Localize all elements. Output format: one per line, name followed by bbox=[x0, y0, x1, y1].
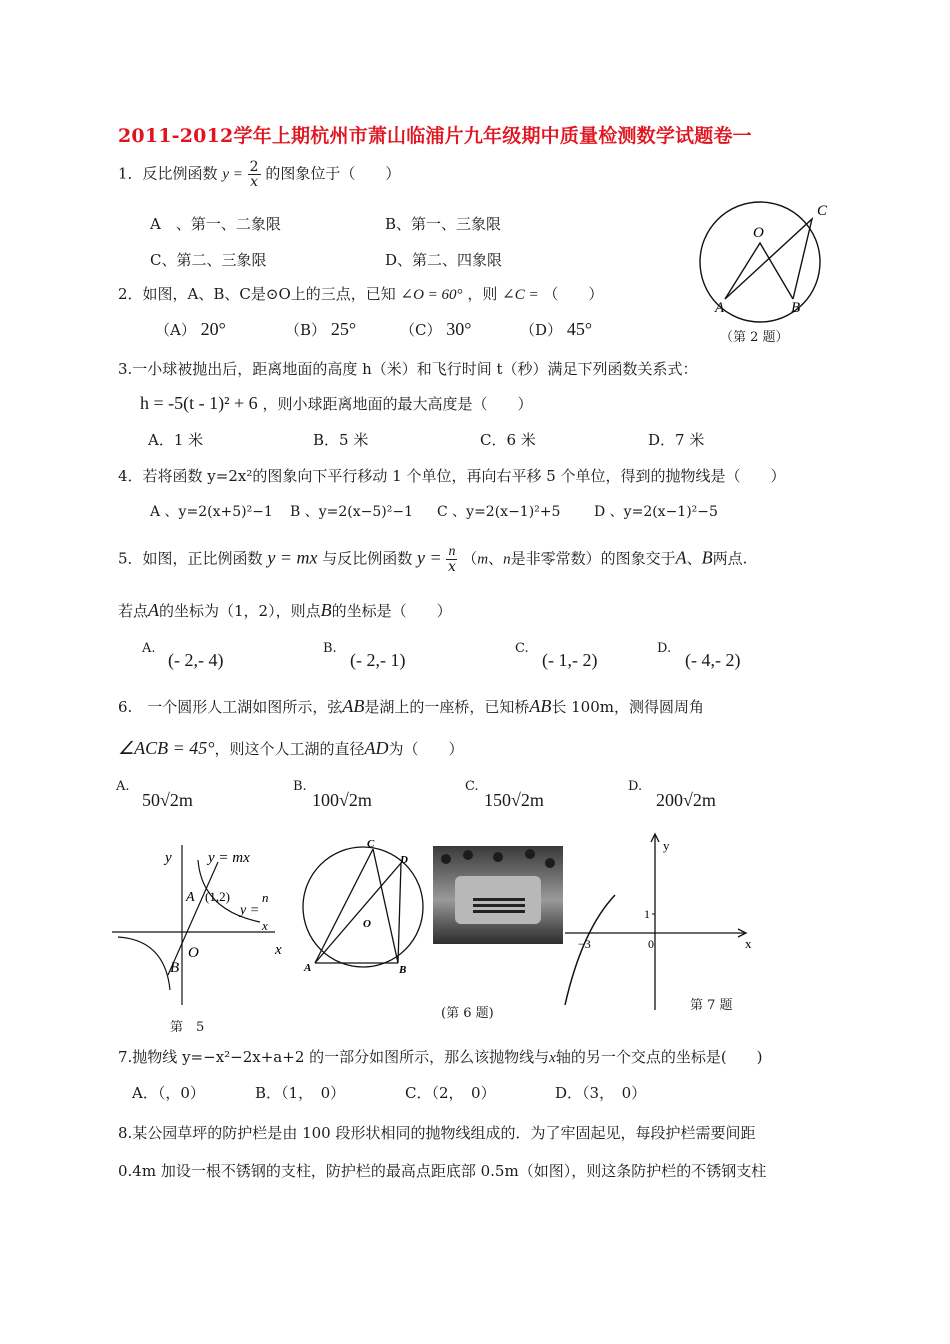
question-6-stem bbox=[118, 696, 704, 717]
q2-stem-end: （ ） bbox=[543, 285, 604, 303]
q1-fraction bbox=[248, 160, 261, 189]
question-8-line-1: 8.某公园草坪的防护栏是由 100 段形状相同的抛物线组成的．为了牢固起见，每段护栏需要间距 bbox=[118, 1124, 756, 1142]
q2-option-d-value: 45° bbox=[566, 319, 593, 339]
q5-var-m: m bbox=[477, 551, 489, 568]
q1-option-d: D、第二、四象限 bbox=[385, 251, 503, 269]
q6-option-c-value: 150√2m bbox=[484, 790, 544, 810]
q5-option-a-value: (- 2,- 4) bbox=[168, 650, 224, 670]
q5-stem-e: 两点. bbox=[712, 549, 748, 568]
q2-label-o: O bbox=[753, 225, 764, 241]
q2-option-d-label: （D） bbox=[520, 321, 563, 339]
question-4-stem: 4．若将函数 y=2x²的图象向下平行移动 1 个单位，再向右平移 5 个单位，得到的抛物线是（ ） bbox=[118, 467, 786, 485]
q7-x-var: x bbox=[549, 1050, 556, 1066]
q6-option-a-value: 50√2m bbox=[142, 790, 193, 810]
fig5-caption: 第 5 bbox=[170, 1020, 205, 1035]
fig5-label-x-den: x bbox=[262, 918, 268, 933]
fig7-label-x: x bbox=[745, 936, 752, 951]
q2-option-a-value: 20° bbox=[200, 319, 226, 339]
q2-option-c-value: 30° bbox=[446, 319, 472, 339]
q5-stem-b: 与反比例函数 bbox=[322, 549, 413, 568]
q5-option-a-label: A. bbox=[142, 641, 156, 656]
fig7-label-1: 1 bbox=[644, 907, 650, 921]
q5-option-d-value: (- 4,- 2) bbox=[685, 650, 741, 670]
q6-chord-ab-2: AB bbox=[529, 696, 552, 716]
q2-option-c-label: （C） bbox=[400, 321, 442, 339]
q4-option-d: D 、y=2(x−1)²−5 bbox=[594, 504, 718, 520]
photo-tree bbox=[525, 849, 535, 859]
fig5-label-f1: y = mx bbox=[208, 850, 250, 866]
q6-option-d-label: D. bbox=[628, 779, 643, 794]
q2-option-a-label: （A） bbox=[155, 321, 196, 339]
q6-option-c-label: C. bbox=[465, 779, 479, 794]
page-title: 2011-2012学年上期杭州市萧山临浦片九年级期中质量检测数学试题卷一 bbox=[118, 125, 752, 147]
q5-point-a: A bbox=[675, 547, 687, 568]
q5-stem-d: 是非零常数）的图象交于 bbox=[510, 549, 676, 568]
q2-option-b-label: （B） bbox=[285, 321, 327, 339]
fig6-label-c: C bbox=[367, 838, 375, 850]
figure-6 bbox=[293, 835, 428, 980]
q5-line2-b: 的坐标为（1，2），则点 bbox=[159, 602, 321, 620]
q5-option-b-label: B. bbox=[323, 641, 337, 656]
q2-caption: （第 2 题） bbox=[720, 330, 789, 345]
q5-option-c-value: (- 1,- 2) bbox=[542, 650, 598, 670]
fig6-caption: (第 6 题) bbox=[441, 1006, 494, 1021]
q5-option-c-label: C. bbox=[515, 641, 529, 656]
q3-option-b: B．5 米 bbox=[313, 431, 369, 449]
fig6-chord-cb bbox=[373, 849, 398, 963]
q2-option-b bbox=[285, 319, 356, 340]
q6-option-b-label: B. bbox=[293, 779, 307, 794]
fig6-label-b: B bbox=[399, 964, 407, 976]
fig6-chord-db bbox=[398, 863, 401, 963]
q2-angle-c: ∠C = bbox=[502, 287, 539, 303]
fig5-label-y: y bbox=[165, 850, 172, 866]
fig7-label-0: 0 bbox=[648, 937, 654, 951]
fig5-label-a: A bbox=[186, 890, 195, 905]
q5-var-n: n bbox=[503, 551, 511, 568]
fig5-hyperbola-q3 bbox=[118, 937, 170, 990]
lake-photo bbox=[433, 846, 563, 944]
q2-stem-mid: ，则 bbox=[467, 285, 498, 303]
q4-option-a: A 、y=2(x+5)²−1 bbox=[150, 504, 273, 520]
fig7-label-y: y bbox=[663, 838, 670, 853]
q1-denominator: x bbox=[250, 174, 259, 190]
q2-option-c bbox=[400, 319, 471, 340]
q3-option-a: A．1 米 bbox=[148, 431, 204, 449]
q2-label-b: B bbox=[791, 300, 801, 316]
q7-stem-b: 轴的另一个交点的坐标是( ) bbox=[555, 1048, 763, 1066]
q5-inverse-function: y = bbox=[417, 547, 442, 568]
fig5-label-n: n bbox=[262, 890, 269, 905]
q4-option-b: B 、y=2(x−5)²−1 bbox=[290, 504, 413, 520]
q3-formula: h = -5(t - 1)² + 6 bbox=[140, 393, 258, 413]
fig7-label-neg3: −3 bbox=[578, 937, 591, 951]
q2-option-a bbox=[155, 319, 226, 340]
q5-numerator: n bbox=[448, 544, 456, 559]
photo-tree bbox=[545, 858, 555, 868]
q6-stem-d: ，则这个人工湖的直径 bbox=[214, 740, 365, 758]
q3-option-c: C．6 米 bbox=[480, 431, 536, 449]
q1-numerator: 2 bbox=[249, 159, 259, 175]
q2-angle-o: ∠O = 60° bbox=[400, 287, 463, 303]
fig5-label-x: x bbox=[275, 942, 282, 958]
q5-line2-point-b: B bbox=[320, 600, 332, 620]
lake-bridge-2 bbox=[473, 904, 525, 907]
q5-option-b-value: (- 2,- 1) bbox=[350, 650, 406, 670]
q3-option-d: D．7 米 bbox=[648, 431, 705, 449]
q5-stem-a: 5．如图，正比例函数 bbox=[118, 549, 263, 568]
q5-linear-function: y = mx bbox=[267, 547, 318, 568]
q5-line2-c: 的坐标是（ ） bbox=[331, 602, 452, 620]
q6-diameter-ad: AD bbox=[364, 738, 389, 758]
question-7-stem bbox=[118, 1046, 763, 1067]
q1-function: y = bbox=[222, 166, 243, 183]
photo-tree bbox=[463, 850, 473, 860]
photo-tree bbox=[493, 852, 503, 862]
q5-line2-point-a: A bbox=[148, 600, 160, 620]
q2-option-b-value: 25° bbox=[330, 319, 357, 339]
q7-stem-a: 7.抛物线 y=−x²−2x+a+2 的一部分如图所示，那么该抛物线与 bbox=[118, 1048, 550, 1066]
q5-point-b: B bbox=[701, 547, 713, 568]
q6-option-a-label: A. bbox=[116, 779, 130, 794]
q5-line-2 bbox=[118, 600, 452, 621]
question-1-stem bbox=[118, 160, 400, 189]
q1-option-c: C、第二、三象限 bbox=[150, 251, 267, 269]
q5-stem-c: （ bbox=[462, 549, 478, 568]
q2-inscribed-angle bbox=[725, 219, 812, 299]
fig6-label-a: A bbox=[304, 962, 312, 974]
q6-angle: ∠ACB = 45° bbox=[118, 738, 215, 758]
fig7-caption: 第 7 题 bbox=[690, 998, 733, 1013]
q5-line2-a: 若点 bbox=[118, 602, 149, 620]
q5-option-d-label: D. bbox=[657, 641, 672, 656]
q2-stem-start: 2．如图，A、B、C是⊙O上的三点，已知 bbox=[118, 285, 396, 303]
q2-circle-figure bbox=[695, 195, 835, 345]
question-3-stem: 3.一小球被抛出后，距离地面的高度 h（米）和飞行时间 t（秒）满足下列函数关系式： bbox=[118, 360, 698, 378]
figure-7 bbox=[560, 830, 760, 1015]
q1-stem-end: 的图象位于（ ） bbox=[265, 164, 401, 183]
question-8-line-2: 0.4m 加设一根不锈钢的支柱，防护栏的最高点距底部 0.5m（如图），则这条防护栏的不锈钢支柱 bbox=[118, 1162, 767, 1180]
q7-option-a: A．（，0） bbox=[132, 1084, 205, 1102]
q2-label-c: C bbox=[817, 203, 828, 219]
q6-stem-b: 是湖上的一座桥，已知桥 bbox=[364, 698, 530, 716]
q7-option-b: B．（1， 0） bbox=[255, 1084, 346, 1102]
lake-bridge-3 bbox=[473, 910, 525, 913]
q2-option-d bbox=[520, 319, 592, 340]
lake-bridge-1 bbox=[473, 898, 525, 901]
q6-option-d-value: 200√2m bbox=[656, 790, 716, 810]
fig6-label-d: D bbox=[400, 854, 408, 866]
fig5-label-f2: y = bbox=[240, 903, 260, 918]
q1-option-a: A 、第一、二象限 bbox=[150, 215, 281, 233]
fig6-label-o: O bbox=[363, 918, 371, 930]
q7-option-d: D．（3， 0） bbox=[555, 1084, 647, 1102]
q5-sep2: 、 bbox=[686, 549, 702, 568]
q6-option-b-value: 100√2m bbox=[312, 790, 372, 810]
question-5-stem bbox=[118, 545, 747, 574]
fig5-label-point: (1,2) bbox=[205, 889, 230, 904]
q5-sep: 、 bbox=[488, 549, 504, 568]
q6-stem-e: 为（ ） bbox=[388, 740, 464, 758]
q6-chord-ab: AB bbox=[342, 696, 365, 716]
q1-stem-start: 1．反比例函数 bbox=[118, 164, 218, 183]
fig5-label-o: O bbox=[188, 945, 199, 961]
q3-stem-end: ，则小球距离地面的最大高度是（ ） bbox=[262, 395, 533, 413]
q5-denominator: x bbox=[448, 559, 456, 575]
q6-stem-c: 长 100m，测得圆周角 bbox=[551, 698, 704, 716]
photo-tree bbox=[441, 854, 451, 864]
q7-option-c: C．（2， 0） bbox=[405, 1084, 496, 1102]
q5-fraction bbox=[446, 545, 457, 574]
q2-label-a: A bbox=[715, 300, 725, 316]
question-2-stem bbox=[118, 283, 603, 304]
q1-option-b: B、第一、三象限 bbox=[385, 215, 502, 233]
q6-stem-a: 6. 一个圆形人工湖如图所示，弦 bbox=[118, 698, 343, 716]
q4-option-c: C 、y=2(x−1)²+5 bbox=[437, 504, 561, 520]
q6-line-2 bbox=[118, 738, 464, 759]
fig5-label-b: B bbox=[170, 960, 180, 976]
q2-central-angle bbox=[725, 243, 793, 299]
figure-5 bbox=[110, 840, 290, 1015]
q3-formula-line bbox=[140, 393, 532, 414]
